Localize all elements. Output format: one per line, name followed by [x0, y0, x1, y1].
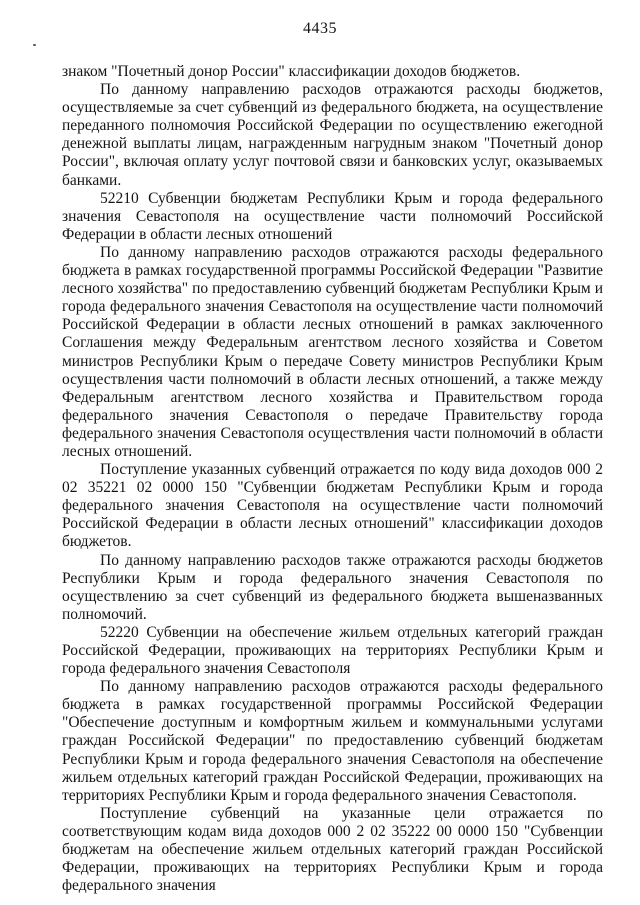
section-heading-52220: 52220 Субвенции на обеспечение жильем отдельных категорий граждан Российской Федерации, проживающих на территориях Республики Крым и города федерального значения Севастополя [62, 623, 603, 678]
paragraph: По данному направлению расходов отражаются расходы федерального бюджета в рамках государственной программы Российской Федерации "Обеспечение доступным и комфортным жильем и коммунальными услугами граждан Российской Федерации" по предоставлению субвенций бюджетам Республики Крым и города федерального значения Севастополя на обеспечение жильем отдельных категорий граждан Российской Федерации, проживающих на территориях Республики Крым и города федерального значения Севастополя. [62, 678, 603, 804]
document-body [62, 63, 603, 895]
section-heading-52210: 52210 Субвенции бюджетам Республики Крым и города федерального значения Севастополя на осуществление части полномочий Российской Федерации в области лесных отношений [62, 189, 603, 243]
paragraph: Поступление указанных субвенций отражается по коду вида доходов 000 2 02 35221 02 0000 150 "Субвенции бюджетам Республики Крым и города федерального значения Севастополя на осуществление части полномочий Российской Федерации в области лесных отношений" классификации доходов бюджетов. [62, 461, 603, 551]
paragraph: Поступление субвенций на указанные цели отражается по соответствующим кодам вида доходов 000 2 02 35222 00 0000 150 "Субвенции бюджетам на обеспечение жильем отдельных категорий граждан Российской Федерации, проживающих на территориях Республики Крым и города федерального значения [62, 804, 603, 895]
paragraph-continuation: знаком "Почетный донор России" классификации доходов бюджетов. [62, 63, 521, 80]
paragraph: По данному направлению расходов также отражаются расходы бюджетов Республики Крым и города федерального значения Севастополя по осуществлению за счет субвенций из федерального бюджета вышеназванных полномочий. [62, 551, 603, 623]
paragraph: По данному направлению расходов отражаются расходы бюджетов, осуществляемые за счет субвенций из федерального бюджета, на осуществление переданного полномочия Российской Федерации по осуществлению ежегодной денежной выплаты лицам, награжденным нагрудным знаком "Почетный донор России", включая оплату услуг почтовой связи и банковских услуг, оказываемых банками. [62, 81, 603, 189]
page-number: 4435 [303, 20, 337, 37]
scan-speck [33, 44, 36, 46]
paragraph: По данному направлению расходов отражаются расходы федерального бюджета в рамках государственной программы Российской Федерации "Развитие лесного хозяйства" по предоставлению субвенций бюджетам Республики Крым и города федерального значения Севастополя на осуществление части полномочий Российской Федерации в области лесных отношений в рамках заключенного Соглашения между Федеральным агентством лесного хозяйства и Советом министров Республики Крым о передаче Совету министров Республики Крым осуществления части полномочий в области лесных отношений, а также между Федеральным агентством лесного хозяйства и Правительством города федерального значения Севастополя о передаче Правительству города федерального значения Севастополя осуществления части полномочий в области лесных отношений. [62, 243, 603, 460]
